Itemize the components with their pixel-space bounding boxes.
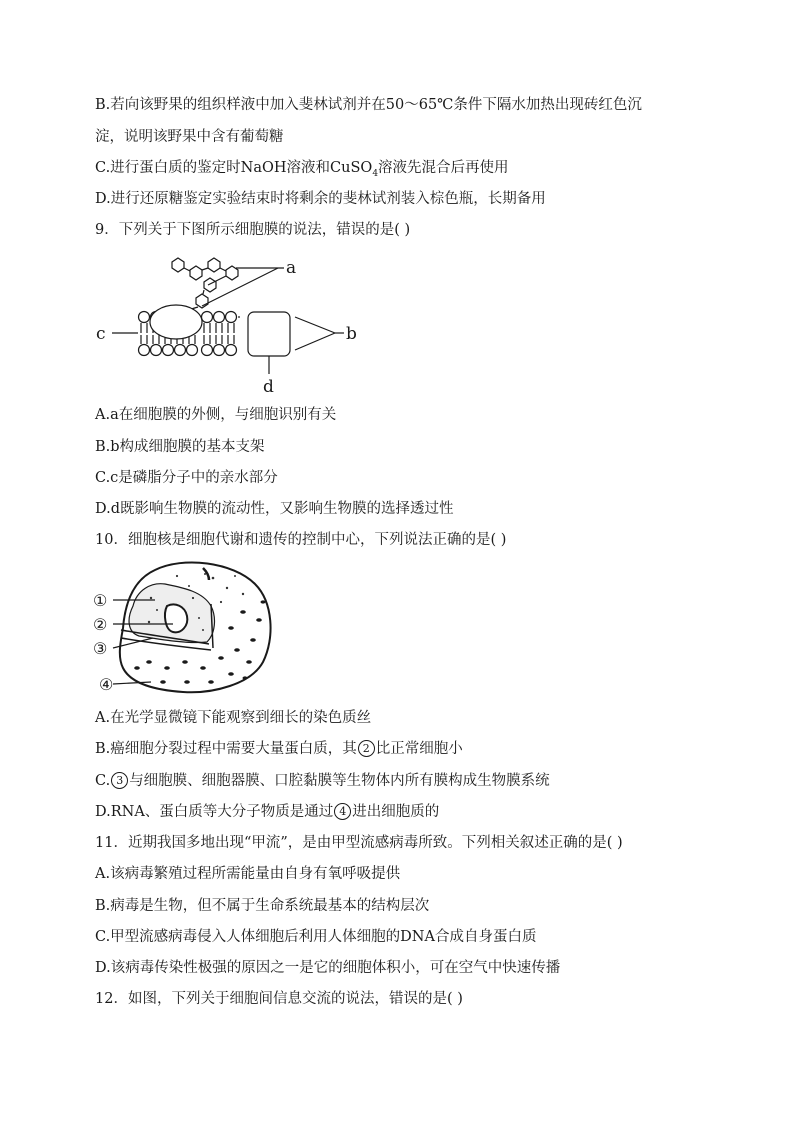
label-a: a	[286, 258, 297, 278]
q11-stem: 11．近期我国多地出现“甲流”，是由甲型流感病毒所致。下列相关叙述正确的是( )	[95, 835, 623, 851]
q9-stem: 9．下列关于下图所示细胞膜的说法，错误的是( )	[95, 222, 411, 238]
q10-option-c: C. 3 与细胞膜、细胞器膜、口腔黏膜等生物体内所有膜构成生物膜系统	[95, 773, 550, 789]
q8-option-d: D.进行还原糖鉴定实验结束时将剩余的斐林试剂装入棕色瓶，长期备用	[95, 191, 546, 207]
q12-stem: 12．如图，下列关于细胞间信息交流的说法，错误的是( )	[95, 991, 463, 1007]
label-b: b	[346, 324, 357, 344]
q8-option-c: C.进行蛋白质的鉴定时NaOH溶液和CuSO$_4$溶液先混合后再使用	[95, 160, 509, 179]
label-d: d	[263, 377, 274, 397]
q9-option-a: A.a在细胞膜的外侧，与细胞识别有关	[95, 407, 337, 423]
cell-membrane-diagram	[90, 250, 370, 400]
label-c: c	[96, 324, 106, 344]
q10-option-d: D.RNA、蛋白质等大分子物质是通过 4 进出细胞质的	[95, 804, 440, 820]
q9-option-d: D.d既影响生物膜的流动性，又影响生物膜的选择透过性	[95, 501, 454, 517]
q11-option-a: A.该病毒繁殖过程所需能量由自身有氧呼吸提供	[95, 866, 401, 882]
q11-option-d: D.该病毒传染性极强的原因之一是它的细胞体积小，可在空气中快速传播	[95, 960, 561, 976]
label-1: ①	[93, 591, 108, 610]
q10-option-b: B.癌细胞分裂过程中需要大量蛋白质，其 2 比正常细胞小	[95, 741, 463, 757]
q8-option-b-line2: 淀，说明该野果中含有葡萄糖	[95, 129, 284, 145]
q10-stem: 10．细胞核是细胞代谢和遗传的控制中心，下列说法正确的是( )	[95, 532, 507, 548]
q11-option-b: B.病毒是生物，但不属于生命系统最基本的结构层次	[95, 898, 430, 914]
q10-option-a: A.在光学显微镜下能观察到细长的染色质丝	[95, 710, 372, 726]
cell-nucleus-diagram	[93, 558, 283, 698]
q9-option-b: B.b构成细胞膜的基本支架	[95, 439, 265, 455]
q9-option-c: C.c是磷脂分子中的亲水部分	[95, 470, 278, 486]
label-2: ②	[93, 615, 108, 634]
q11-option-c: C.甲型流感病毒侵入人体细胞后利用人体细胞的DNA合成自身蛋白质	[95, 929, 537, 945]
label-4: ④	[99, 675, 114, 694]
q8-option-b-line1: B.若向该野果的组织样液中加入斐林试剂并在50～65℃条件下隔水加热出现砖红色沉	[95, 97, 642, 113]
label-3: ③	[93, 639, 108, 658]
